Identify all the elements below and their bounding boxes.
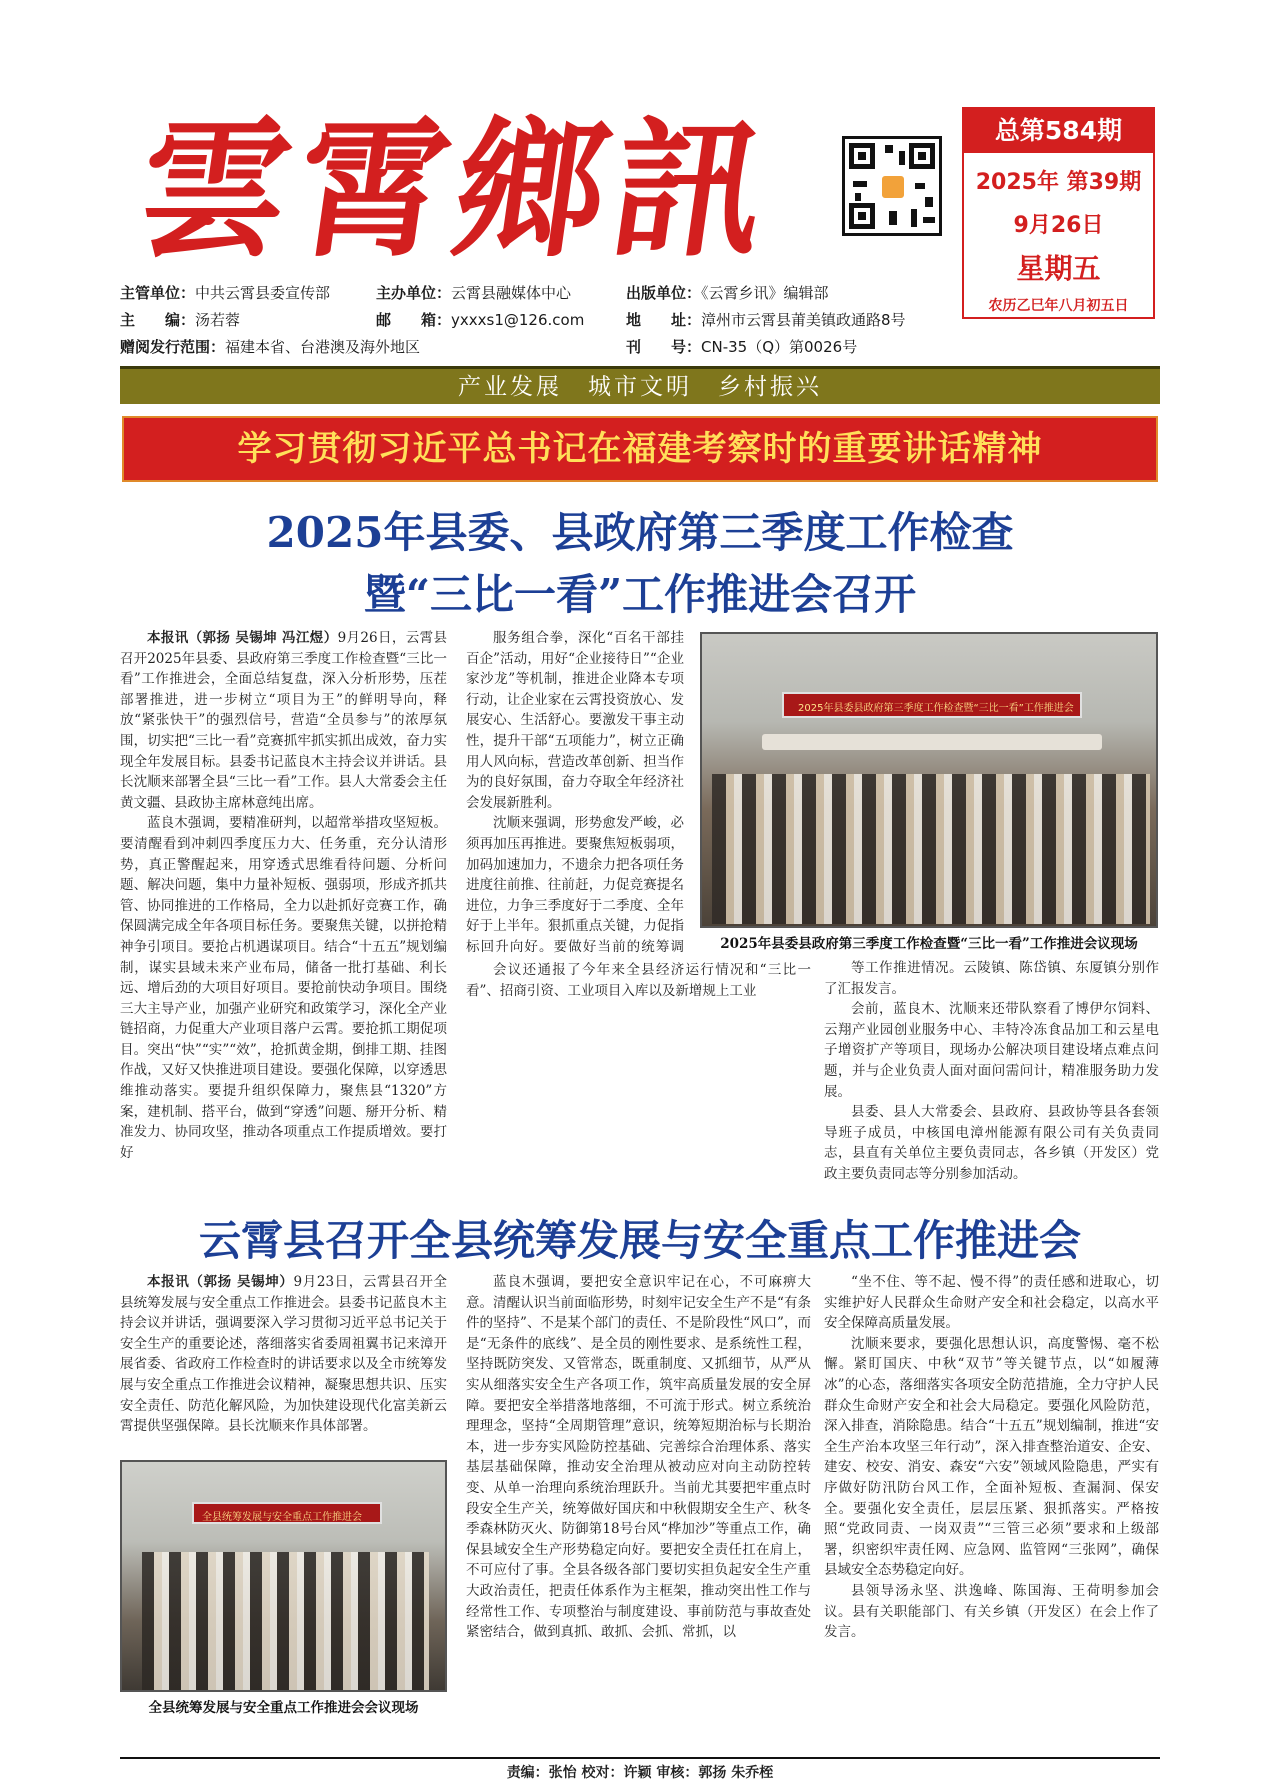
logo-char-4: 訊 (601, 102, 771, 278)
slogan-bar: 产业发展 城市文明 乡村振兴 (120, 366, 1160, 404)
issue-info-box (962, 107, 1155, 319)
article1-column-1: 本报讯（郭扬 吴锡坤 冯江煜）9月26日，云霄县召开2025年县委、县政府第三季度工作检查暨“三比一看”工作推进会，全面总结复盘，深入分析形势，压茬部署推进，进一步树立“项目为王”的鲜明导向，释放“紧张快干”的强烈信号，营造“全员参与”的浓厚氛围，切实把“三比一看”竞赛抓牢抓实抓出成效，奋力实现全年发展目标。县委书记蓝良木主持会议并讲话。县长沈顺来部署全县“三比一看”工作。县人大常委会主任黄文疆、县政协主席林意纯出席。 蓝良木强调，要精准研判，以超常举措攻坚短板。要清醒看到冲刺四季度压力大、任务重，充分认清形势，真正警醒起来，用穿透式思维看待问题、分析问题、解决问题，集中力量补短板、强弱项，形成齐抓共管、协同推进的工作格局，全力以赴抓好竞赛工作，确保圆满完成全年各项目标任务。要聚焦关键，以拼抢精神争引项目。要抢占机遇谋项目。结合“十五五”规划编制，谋实县域未来产业布局，储备一批打基础、利长远、增后劲的大项目好项目。要抢前快动争项目。围绕三大主导产业，加强产业研究和政策学习，深化全产业链招商，力促重大产业项目落户云霄。要抢抓工期促项目。突出“快”“实”“效”，抢抓黄金期，倒排工期、挂图作战，又好又快推进项目建设。要强化保障，以穿透思维推动落实。要提升组织保障力，聚焦县“1320”方案，建机制、搭平台，做到“穿透”问题、掰开分析、精准发力、协同攻坚，推动各项重点工作提质增效。要打好 (120, 630, 447, 1161)
info-email[interactable]: 邮 箱：yxxxs1@126.com (376, 311, 585, 329)
article2-title: 云霄县召开全县统筹发展与安全重点工作推进会 (198, 1216, 1081, 1265)
logo-char-2: 霄 (285, 102, 455, 278)
article2-photo-caption: 全县统筹发展与安全重点工作推进会会议现场 (148, 1700, 419, 1716)
info-issn: 刊 号：CN-35（Q）第0026号 (626, 338, 858, 356)
masthead-logo (120, 90, 840, 290)
article1-column-2b: 会议还通报了今年来全县经济运行情况和“三比一看”、招商引资、工业项目入库以及新增规上工业 (466, 962, 811, 999)
total-issue-number: 总第584期 (964, 109, 1153, 153)
theme-banner: 学习贯彻习近平总书记在福建考察时的重要讲话精神 (122, 416, 1158, 482)
year-issue: 2025年 第39期 (975, 170, 1142, 195)
article2-column-3: “坐不住、等不起、慢不得”的责任感和进取心，切实维护好人民群众生命财产安全和社会稳定，以高水平安全保障高质量发展。 沈顺来要求，要强化思想认识，高度警惕、毫不松懈。紧盯国庆、中秋“双节”等关键节点，以“如履薄冰”的心态，落细落实各项安全防范措施，全力守护人民群众生命财产安全和社会大局稳定。要强化风险防范，深入排查，消除隐患。结合“十五五”规划编制，推进“安全生产治本攻坚三年行动”，深入排查整治道安、企安、建安、校安、消安、森安“六安”领域风险隐患，严实有序做好防汛防台风工作，全面补短板、查漏洞、保安全。要强化安全责任，层层压紧、狠抓落实。严格按照“党政同责、一岗双责”“三管三必须”要求和上级部署，织密织牢责任网、应急网、监管网“三张网”，确保县域安全态势稳定向好。 县领导汤永坚、洪逸峰、陈国海、王荷明参加会议。县有关职能部门、有关乡镇（开发区）在会上作了发言。 (824, 1274, 1159, 1641)
article1-title-line1: 2025年县委、县政府第三季度工作检查 (266, 508, 1014, 557)
lunar-date: 农历乙巳年八月初五日 (988, 298, 1129, 314)
logo-char-3: 鄉 (443, 102, 613, 278)
footer-credits: 责编：张怡 校对：许颖 审核：郭扬 朱乔桎 (506, 1765, 774, 1781)
article1-column-3: 等工作推进情况。云陵镇、陈岱镇、东厦镇分别作了汇报发言。 会前，蓝良木、沈顺来还带队察看了博伊尔饲料、云翔产业园创业服务中心、丰特冷冻食品加工和云星电子增资扩产等项目，现场办公解决项目建设堵点难点问题，并与企业负责人面对面问需问计，精准服务助力发展。 县委、县人大常委会、县政府、县政协等县各套领导班子成员，中核国电漳州能源有限公司有关负责同志，县直有关单位主要负责同志，各乡镇（开发区）党政主要负责同志等分别参加活动。 (824, 960, 1159, 1182)
footer-divider (120, 1757, 1160, 1759)
info-publisher-supervisor: 主管单位：中共云霄县委宣传部 (120, 284, 331, 302)
article2-column-1: 本报讯（郭扬 吴锡坤）9月23日，云霄县召开全县统筹发展与安全重点工作推进会。县委书记蓝良木主持会议并讲话，强调要深入学习贯彻习近平总书记关于安全生产的重要论述，落细落实省委周祖翼书记来漳开展省委、省政府工作检查时的讲话要求以及全市统筹发展与安全重点工作推进会议精神，凝聚思想共识、压实安全责任、防范化解风险，为加快建设现代化富美新云霄提供坚强保障。县长沈顺来作具体部署。 (120, 1274, 447, 1435)
article1-photo-caption: 2025年县委县政府第三季度工作检查暨“三比一看”工作推进会议现场 (720, 936, 1138, 952)
article1-byline: 本报讯（郭扬 吴锡坤 冯江煜） (147, 630, 338, 646)
info-editor-in-chief: 主 编：汤若蓉 (120, 311, 241, 329)
article1-column-2a: 服务组合拳，深化“百名干部挂百企”活动，用好“企业接待日”“企业家沙龙”等机制，推进企业降本专项行动，让企业家在云霄投资放心、发展安心、生活舒心。要激发干事主动性，提升干部“五项能力”，树立正确用人风向标，营造改革创新、担当作为的良好氛围，奋力夺取全年经济社会发展新胜利。 沈顺来强调，形势愈发严峻，必须再加压再推进。要聚焦短板弱项，加码加速加力，不遗余力把各项任务进度往前推、往前赶，力促竞赛提名进位，力争三季度好于二季度、全年好于上半年。狠抓重点关键，力促指标回升向好。要做好当前的统筹调 (466, 630, 684, 955)
info-distribution: 赠阅发行范围：福建本省、台港澳及海外地区 (120, 338, 421, 356)
issue-date: 9月26日 (1013, 213, 1104, 238)
info-address: 地 址：漳州市云霄县莆美镇政通路8号 (626, 311, 906, 329)
qr-code-icon[interactable] (842, 136, 942, 236)
logo-char-1: 雲 (127, 102, 297, 278)
issue-weekday: 星期五 (1016, 252, 1101, 285)
article2-byline: 本报讯（郭扬 吴锡坤） (147, 1274, 294, 1290)
article2-column-2: 蓝良木强调，要把安全意识牢记在心，不可麻痹大意。清醒认识当前面临形势，时刻牢记安全生产不是“有条件的坚持”、不是某个部门的责任、不是阶段性“风口”，而是“无条件的底线”、是全员的刚性要求、是系统性工程，坚持既防突发、又管常态，既重制度、又抓细节，从严从实从细落实安全生产各项工作，筑牢高质量发展的安全屏障。要把安全举措落地落细，不可流于形式。树立系统治理理念，坚持“全周期管理”意识，统筹短期治标与长期治本，进一步夯实风险防控基础、完善综合治理体系、落实基层基础保障，推动安全治理从被动应对向主动防控转变、从单一治理向系统治理跃升。当前尤其要把牢重点时段安全生产关，统筹做好国庆和中秋假期安全生产、秋冬季森林防灭火、防御第18号台风“桦加沙”等重点工作，确保县域安全生产形势稳定向好。要把安全责任扛在肩上，不可应付了事。全县各级各部门要切实担负起安全生产重大政治责任，把责任体系作为主框架，推动突出性工作与经常性工作、专项整治与制度建设、事前防范与事故查处紧密结合，做到真抓、敢抓、会抓、常抓，以 (466, 1274, 811, 1641)
article1-title-line2: 暨“三比一看”工作推进会召开 (363, 570, 917, 619)
info-publisher: 出版单位：《云霄乡讯》编辑部 (626, 284, 829, 302)
article1-photo: 2025年县委县政府第三季度工作检查暨“三比一看”工作推进会 (700, 632, 1158, 928)
article2-photo: 全县统筹发展与安全重点工作推进会 (120, 1460, 447, 1692)
info-organizer: 主办单位：云霄县融媒体中心 (376, 284, 572, 302)
